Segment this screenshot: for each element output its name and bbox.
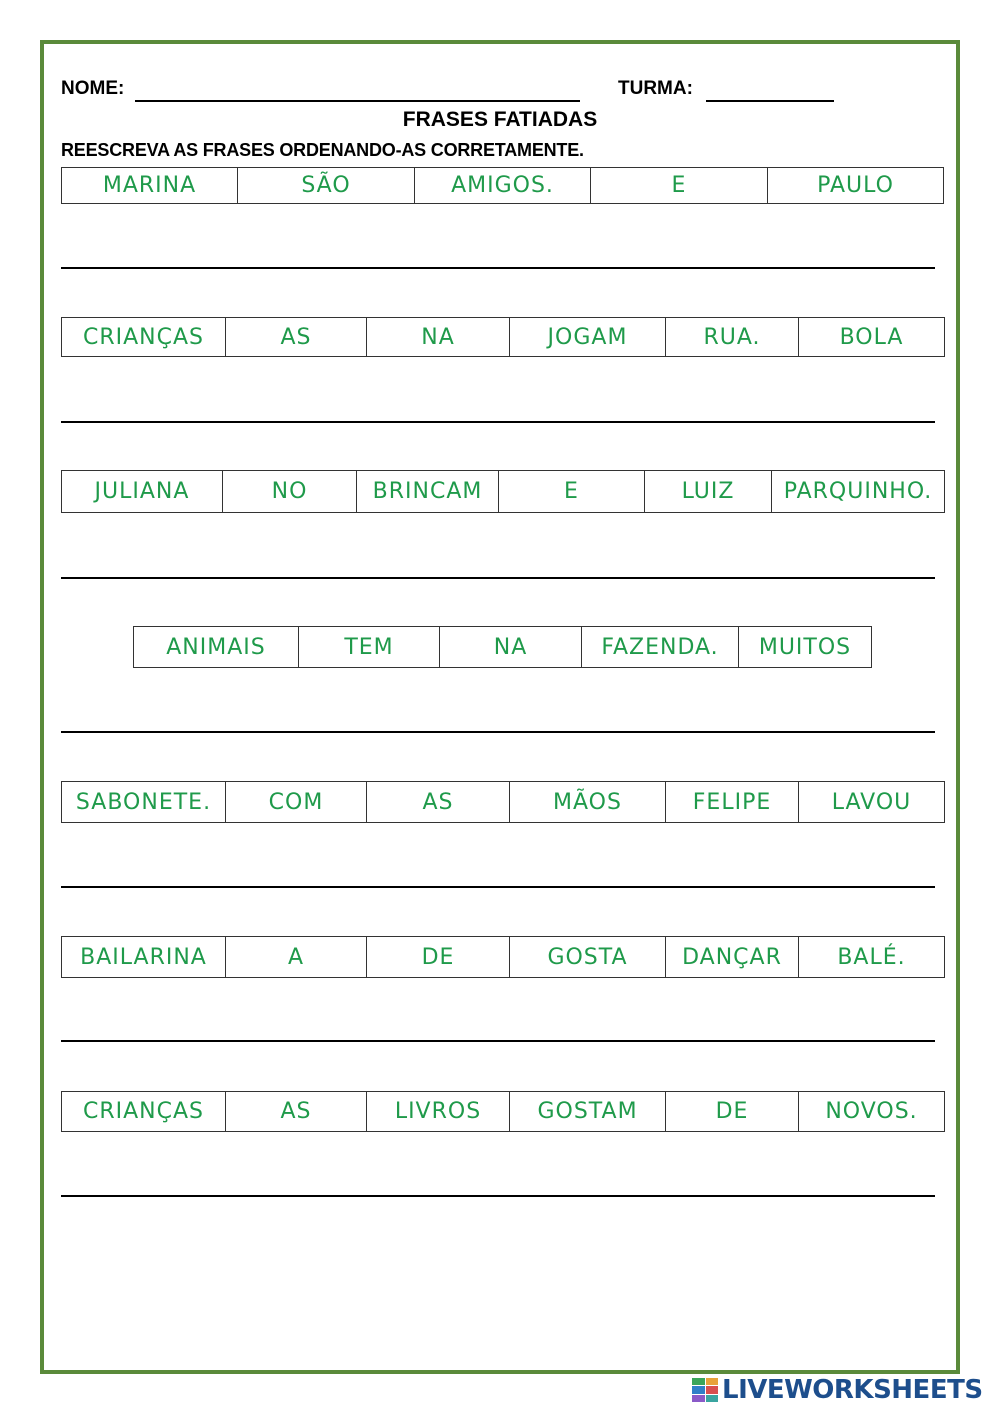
word-cell[interactable]: NO xyxy=(223,471,357,513)
word-cell[interactable]: CRIANÇAS xyxy=(62,1092,226,1132)
word-cell[interactable]: FAZENDA. xyxy=(582,627,739,668)
answer-line-3[interactable] xyxy=(61,577,935,579)
word-cell[interactable]: TEM xyxy=(299,627,440,668)
word-cell[interactable]: AS xyxy=(226,318,367,357)
word-cell[interactable]: AS xyxy=(367,782,510,823)
answer-line-6[interactable] xyxy=(61,1040,935,1042)
name-field[interactable] xyxy=(135,100,580,102)
page-frame xyxy=(40,40,960,1374)
word-cell[interactable]: LIVROS xyxy=(367,1092,510,1132)
word-table-5 xyxy=(61,781,945,823)
word-cell[interactable]: GOSTAM xyxy=(510,1092,666,1132)
answer-line-1[interactable] xyxy=(61,267,935,269)
word-table-7 xyxy=(61,1091,945,1132)
word-cell[interactable]: BALÉ. xyxy=(799,937,945,978)
word-cell[interactable]: NA xyxy=(440,627,582,668)
page-title: FRASES FATIADAS xyxy=(402,108,598,131)
word-cell[interactable]: MARINA xyxy=(62,168,238,204)
word-cell[interactable]: SABONETE. xyxy=(62,782,226,823)
word-cell[interactable]: JOGAM xyxy=(510,318,666,357)
word-cell[interactable]: MÃOS xyxy=(510,782,666,823)
liveworksheets-logo-icon xyxy=(692,1378,718,1402)
word-cell[interactable]: AMIGOS. xyxy=(415,168,591,204)
word-cell[interactable]: E xyxy=(499,471,645,513)
word-table-2 xyxy=(61,317,945,357)
logo-text: LIVEWORKSHEETS xyxy=(722,1375,983,1405)
word-cell[interactable]: JULIANA xyxy=(62,471,223,513)
word-cell[interactable]: DANÇAR xyxy=(666,937,799,978)
liveworksheets-logo xyxy=(692,1376,983,1404)
word-cell[interactable]: GOSTA xyxy=(510,937,666,978)
class-field[interactable] xyxy=(706,100,834,102)
answer-line-5[interactable] xyxy=(61,886,935,888)
word-cell[interactable]: RUA. xyxy=(666,318,799,357)
class-label: TURMA: xyxy=(618,78,693,99)
answer-line-4[interactable] xyxy=(61,731,935,733)
header-row xyxy=(60,78,940,106)
word-table-6 xyxy=(61,936,945,978)
word-table-1 xyxy=(61,167,944,204)
word-cell[interactable]: PAULO xyxy=(768,168,944,204)
name-label: NOME: xyxy=(61,78,125,99)
word-cell[interactable]: BRINCAM xyxy=(357,471,499,513)
word-cell[interactable]: MUITOS xyxy=(739,627,872,668)
word-cell[interactable]: E xyxy=(591,168,768,204)
word-table-4 xyxy=(133,626,872,668)
instruction-text: REESCREVA AS FRASES ORDENANDO-AS CORRETAMENTE. xyxy=(61,140,584,160)
word-cell[interactable]: FELIPE xyxy=(666,782,799,823)
word-cell[interactable]: BAILARINA xyxy=(62,937,226,978)
word-cell[interactable]: DE xyxy=(666,1092,799,1132)
word-cell[interactable]: LUIZ xyxy=(645,471,772,513)
word-cell[interactable]: BOLA xyxy=(799,318,945,357)
word-cell[interactable]: NOVOS. xyxy=(799,1092,945,1132)
word-cell[interactable]: SÃO xyxy=(238,168,415,204)
answer-line-7[interactable] xyxy=(61,1195,935,1197)
word-cell[interactable]: A xyxy=(226,937,367,978)
word-cell[interactable]: PARQUINHO. xyxy=(772,471,945,513)
word-cell[interactable]: COM xyxy=(226,782,367,823)
answer-line-2[interactable] xyxy=(61,421,935,423)
word-cell[interactable]: LAVOU xyxy=(799,782,945,823)
word-cell[interactable]: CRIANÇAS xyxy=(62,318,226,357)
word-cell[interactable]: NA xyxy=(367,318,510,357)
word-cell[interactable]: ANIMAIS xyxy=(134,627,299,668)
word-cell[interactable]: DE xyxy=(367,937,510,978)
word-cell[interactable]: AS xyxy=(226,1092,367,1132)
word-table-3 xyxy=(61,470,945,513)
